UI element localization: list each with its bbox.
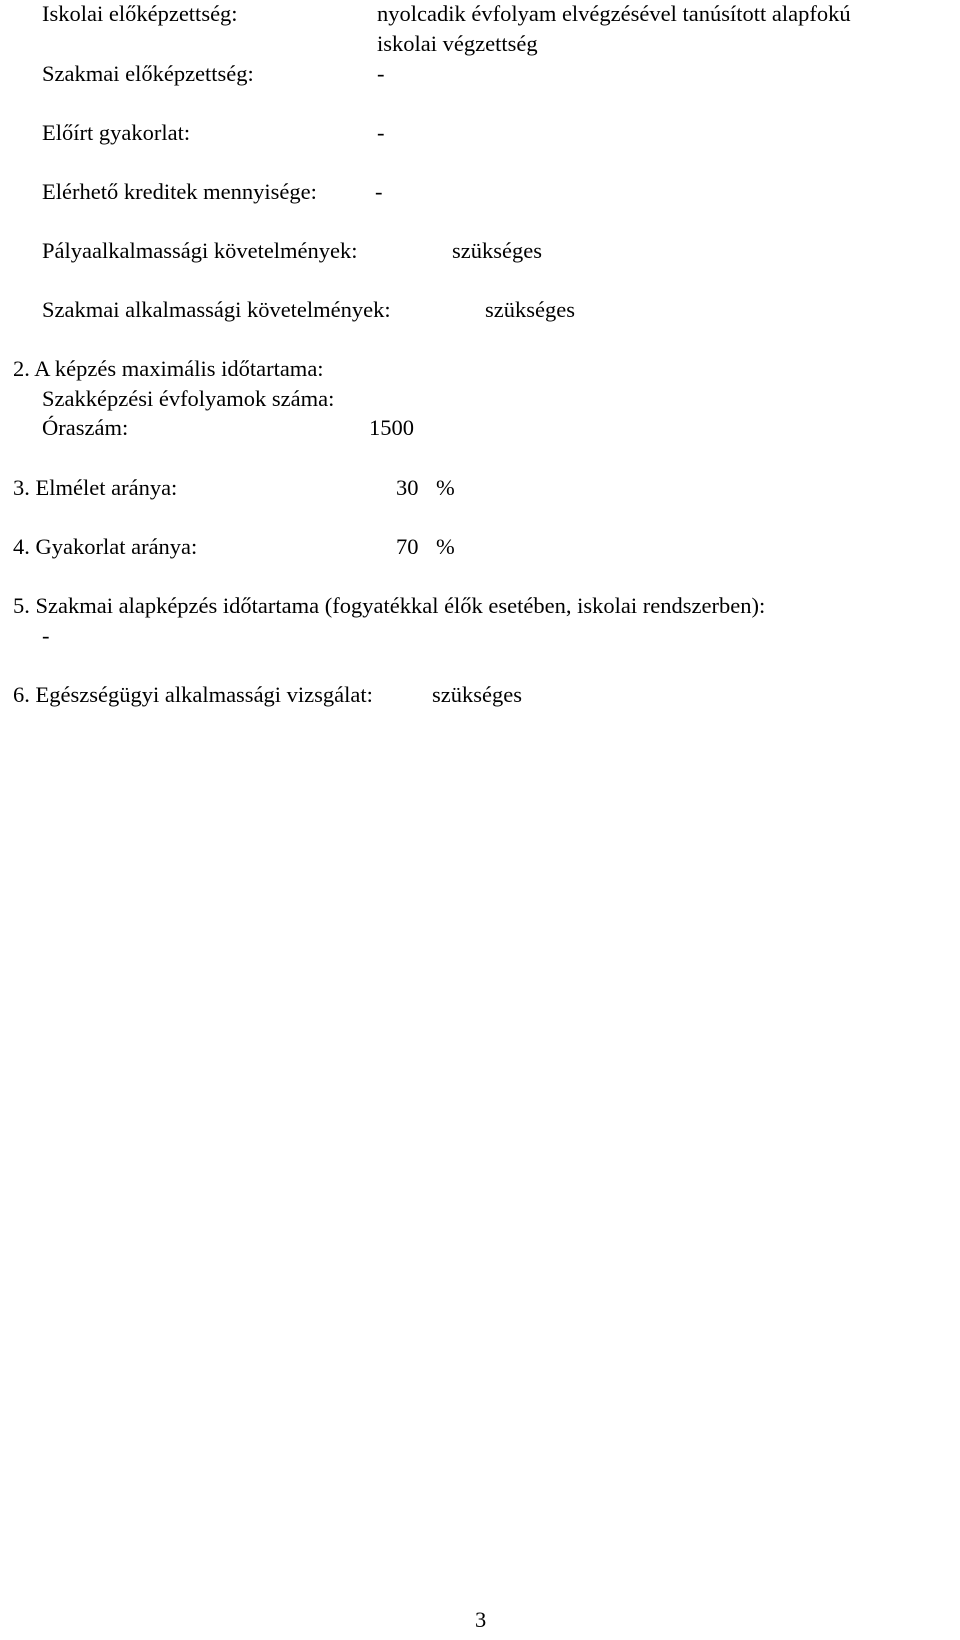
health-exam-label: 6. Egészségügyi alkalmassági vizsgálat:: [13, 682, 373, 707]
professional-prerequisite-value: -: [377, 61, 385, 86]
credits-label: Elérhető kreditek mennyisége:: [42, 179, 317, 204]
practice-ratio-label: 4. Gyakorlat aránya:: [13, 534, 198, 559]
training-years-label: Szakképzési évfolyamok száma:: [42, 386, 335, 411]
professional-aptitude-value: szükséges: [485, 297, 575, 322]
career-aptitude-value: szükséges: [452, 238, 542, 263]
required-practice-value: -: [377, 120, 385, 145]
school-prerequisite-value-line1: nyolcadik évfolyam elvégzésével tanúsított alapfokú: [377, 1, 851, 26]
health-exam-value: szükséges: [432, 682, 522, 707]
basic-training-duration-label: 5. Szakmai alapképzés időtartama (fogyatékkal élők esetében, iskolai rendszerben):: [13, 593, 766, 618]
practice-ratio-unit: %: [436, 534, 455, 559]
career-aptitude-label: Pályaalkalmassági követelmények:: [42, 238, 358, 263]
school-prerequisite-value-line2: iskolai végzettség: [377, 31, 538, 56]
school-prerequisite-label: Iskolai előképzettség:: [42, 1, 238, 26]
professional-aptitude-label: Szakmai alkalmassági követelmények:: [42, 297, 391, 322]
page-number: 3: [475, 1607, 487, 1632]
practice-ratio-value: 70: [396, 534, 419, 559]
hours-value: 1500: [369, 415, 414, 440]
professional-prerequisite-label: Szakmai előképzettség:: [42, 61, 254, 86]
theory-ratio-unit: %: [436, 475, 455, 500]
theory-ratio-value: 30: [396, 475, 419, 500]
basic-training-duration-value: -: [42, 623, 50, 648]
theory-ratio-label: 3. Elmélet aránya:: [13, 475, 178, 500]
hours-label: Óraszám:: [42, 415, 129, 440]
max-duration-heading: 2. A képzés maximális időtartama:: [13, 356, 324, 381]
credits-value: -: [375, 179, 383, 204]
required-practice-label: Előírt gyakorlat:: [42, 120, 191, 145]
